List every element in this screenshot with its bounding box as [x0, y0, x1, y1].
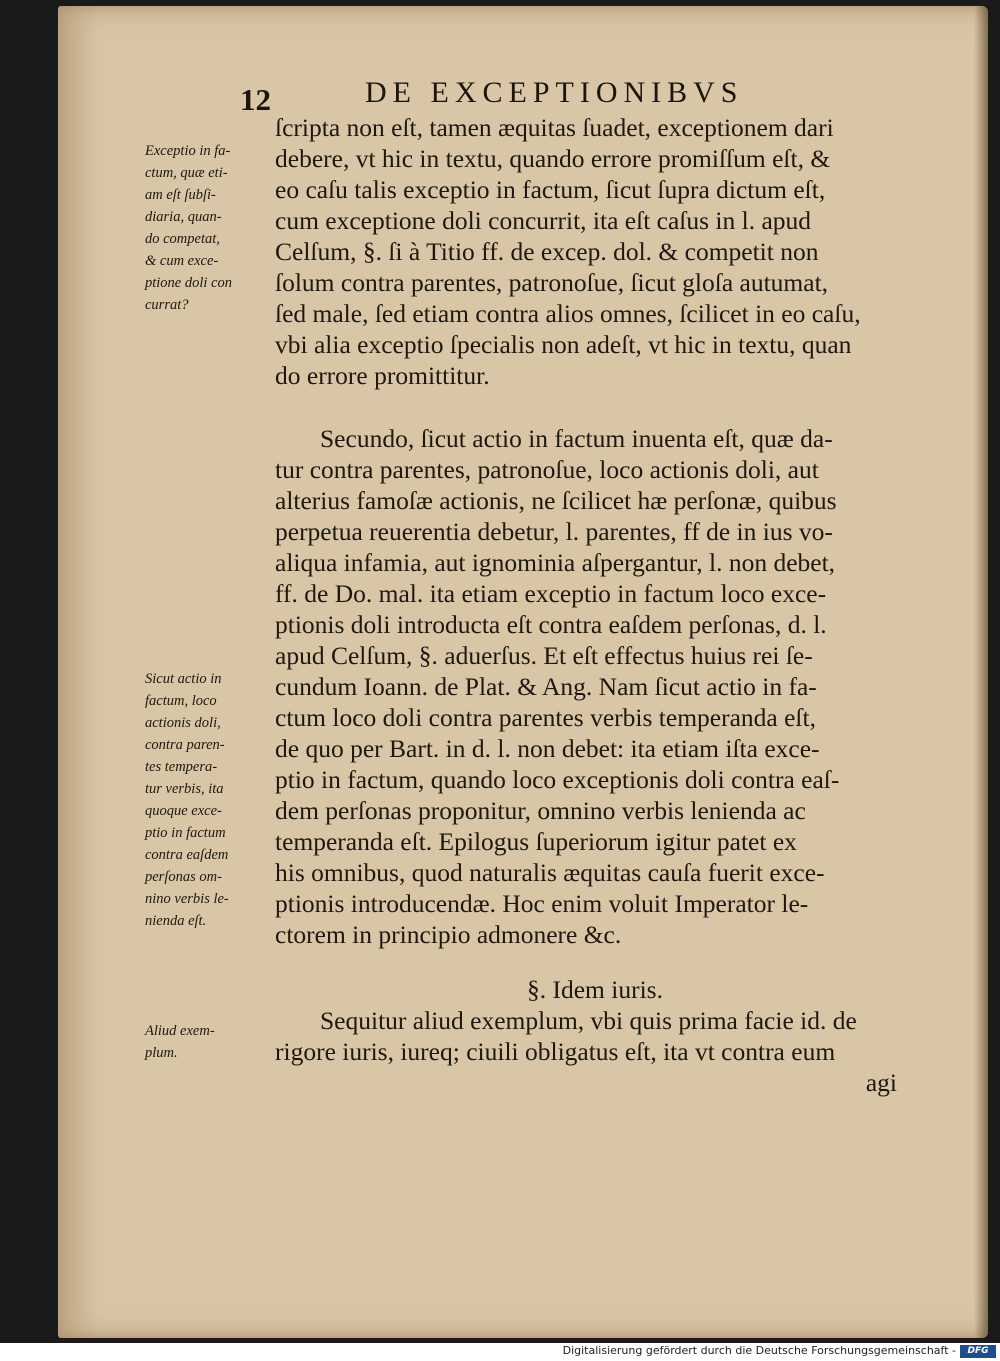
text-line: ctorem in principio admonere &c.	[275, 920, 622, 949]
digitization-credit: Digitalisierung gefördert durch die Deutsche Forschungsgemeinschaft -	[562, 1344, 956, 1357]
section-heading: §. Idem iuris.	[527, 975, 663, 1004]
running-head: DE EXCEPTIONIBVS	[365, 76, 744, 109]
text-line: ptio in factum, quando loco exceptionis doli contra eaſ-	[275, 765, 840, 794]
text-line: Celſum, §. ſi à Titio ff. de excep. dol. & competit non	[275, 237, 819, 266]
paragraph-3	[275, 1005, 915, 1067]
text-line: vbi alia exceptio ſpecialis non adeſt, vt hic in textu, quan	[275, 330, 852, 359]
paragraph-1	[275, 112, 915, 391]
text-line: ctum loco doli contra parentes verbis temperanda eſt,	[275, 703, 816, 732]
text-line: ptionis doli introducta eſt contra eaſdem perſonas, d. l.	[275, 610, 827, 639]
catchword: agi	[865, 1068, 897, 1097]
text-line: ff. de Do. mal. ita etiam exceptio in factum loco exce-	[275, 579, 827, 608]
text-line: ſed male, ſed etiam contra alios omnes, ſcilicet in eo caſu,	[275, 299, 861, 328]
text-line: ptionis introducendæ. Hoc enim voluit Imperator le-	[275, 889, 809, 918]
text-line: alterius famoſæ actionis, ne ſcilicet hæ perſonæ, quibus	[275, 486, 837, 515]
text-line: ſolum contra parentes, patronoſue, ſicut gloſa autumat,	[275, 268, 829, 297]
paragraph-gap	[275, 391, 915, 423]
text-line: eo caſu talis exceptio in factum, ſicut ſupra dictum eſt,	[275, 175, 826, 204]
marginal-note-1: Exceptio in fa- ctum, quæ eti- am eſt ſubſi- diaria, quan- do competat, & cum exce- ptione doli con currat?	[145, 143, 232, 313]
text-line: tur contra parentes, patronoſue, loco actionis doli, aut	[275, 455, 819, 484]
text-line: his omnibus, quod naturalis æquitas cauſa fuerit exce-	[275, 858, 825, 887]
text-line: ſcripta non eſt, tamen æquitas ſuadet, exceptionem dari	[275, 113, 834, 142]
footer-bar	[0, 1343, 1000, 1361]
text-line: Sequitur aliud exemplum, vbi quis prima facie id. de	[320, 1006, 857, 1035]
text-line: de quo per Bart. in d. l. non debet: ita etiam iſta exce-	[275, 734, 820, 763]
text-line: dem perſonas proponitur, omnino verbis lenienda ac	[275, 796, 806, 825]
text-line: cundum Ioann. de Plat. & Ang. Nam ſicut actio in fa-	[275, 672, 817, 701]
text-line: temperanda eſt. Epilogus ſuperiorum igitur patet ex	[275, 827, 797, 856]
text-line: do errore promittitur.	[275, 361, 490, 390]
marginal-note-3: Aliud exem- plum.	[145, 1023, 215, 1061]
text-line: Secundo, ſicut actio in factum inuenta eſt, quæ da-	[320, 424, 833, 453]
text-line: rigore iuris, iureq; ciuili obligatus eſt, ita vt contra eum	[275, 1037, 836, 1066]
text-line: perpetua reuerentia debetur, l. parentes, ff de in ius vo-	[275, 517, 833, 546]
text-line: apud Celſum, §. aduerſus. Et eſt effectus huius rei ſe-	[275, 641, 813, 670]
main-text	[275, 112, 915, 1098]
paragraph-2	[275, 423, 915, 950]
text-line: aliqua infamia, aut ignominia aſpergantur, l. non debet,	[275, 548, 836, 577]
text-line: debere, vt hic in textu, quando errore promiſſum eſt, &	[275, 144, 831, 173]
text-line: cum exceptione doli concurrit, ita eſt caſus in l. apud	[275, 206, 812, 235]
page-edge-shadow	[974, 6, 988, 1338]
marginal-note-2: Sicut actio in factum, loco actionis doli, contra paren- tes tempera- tur verbis, ita quoque exce- ptio in factum contra eaſdem perſonas om- nino verbis le- nienda eſt.	[145, 671, 229, 929]
paragraph-gap	[275, 950, 915, 974]
dfg-logo: DFG	[960, 1345, 996, 1358]
page-number: 12	[240, 82, 271, 117]
